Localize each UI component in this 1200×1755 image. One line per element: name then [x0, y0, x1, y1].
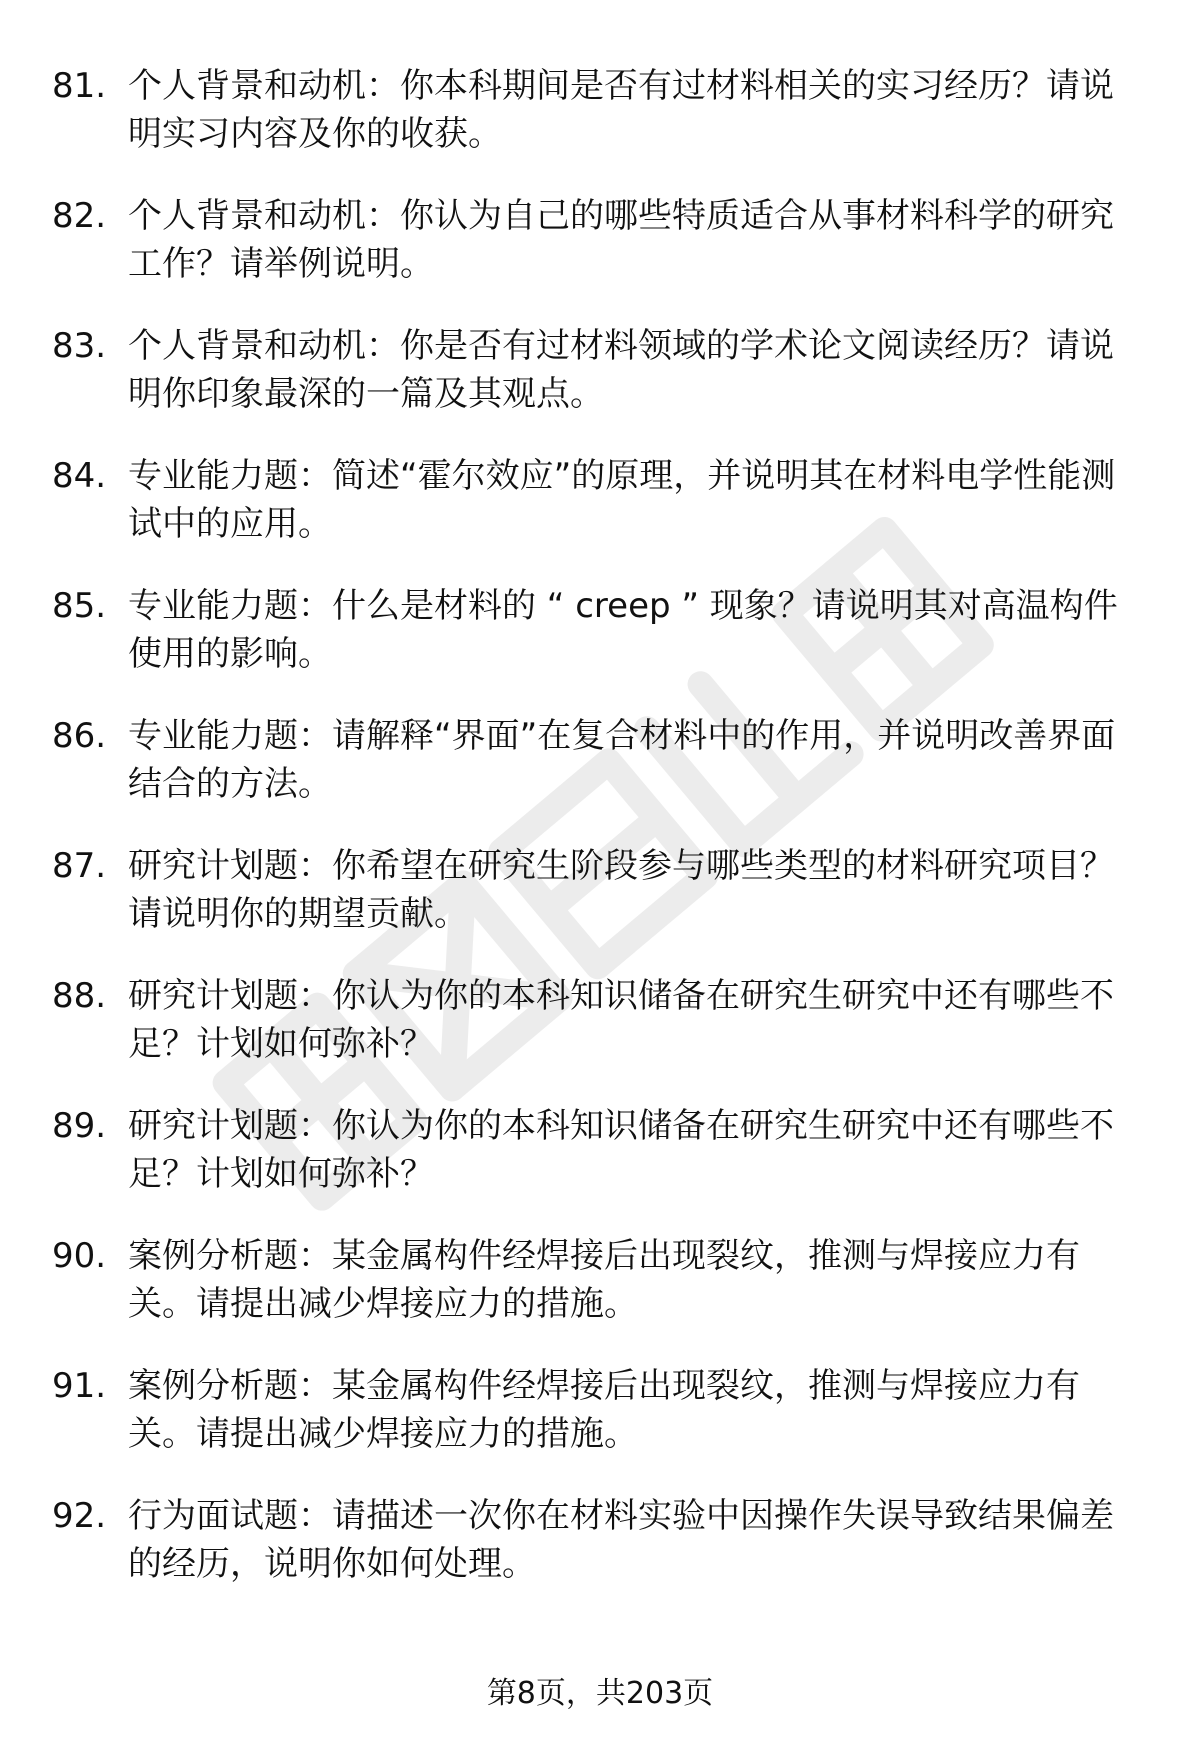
question-text: 研究计划题：你希望在研究生阶段参与哪些类型的材料研究项目？请说明你的期望贡献。 [128, 846, 1114, 934]
question-item [0, 960, 1200, 1090]
question-number: 91. [52, 1366, 107, 1406]
question-item [0, 570, 1200, 700]
question-number: 90. [52, 1236, 107, 1276]
question-text: 个人背景和动机：你是否有过材料领域的学术论文阅读经历？请说明你印象最深的一篇及其观点。 [128, 326, 1114, 414]
question-number: 87. [52, 846, 107, 886]
question-item [0, 310, 1200, 440]
question-text: 专业能力题：请解释“界面”在复合材料中的作用，并说明改善界面结合的方法。 [128, 716, 1116, 804]
question-item [0, 180, 1200, 310]
question-text: 案例分析题：某金属构件经焊接后出现裂纹，推测与焊接应力有关。请提出减少焊接应力的措施。 [128, 1236, 1080, 1324]
question-item [0, 440, 1200, 570]
page-footer: 第8页，共203页 [486, 1676, 714, 1711]
question-number: 84. [52, 456, 107, 496]
question-number: 89. [52, 1106, 107, 1146]
question-number: 82. [52, 196, 107, 236]
question-number: 85. [52, 586, 107, 626]
question-text: 行为面试题：请描述一次你在材料实验中因操作失误导致结果偏差的经历，说明你如何处理。 [128, 1496, 1114, 1584]
question-item [0, 1220, 1200, 1350]
question-text: 案例分析题：某金属构件经焊接后出现裂纹，推测与焊接应力有关。请提出减少焊接应力的措施。 [128, 1366, 1080, 1454]
question-item [0, 1480, 1200, 1610]
question-item [0, 50, 1200, 180]
question-item [0, 1350, 1200, 1480]
question-number: 88. [52, 976, 107, 1016]
question-item [0, 830, 1200, 960]
question-item [0, 1090, 1200, 1220]
question-text: 专业能力题：简述“霍尔效应”的原理，并说明其在材料电学性能测试中的应用。 [128, 456, 1116, 544]
question-list [0, 50, 1200, 1610]
question-text: 个人背景和动机：你认为自己的哪些特质适合从事材料科学的研究工作？请举例说明。 [128, 196, 1114, 284]
question-number: 92. [52, 1496, 107, 1536]
question-item [0, 700, 1200, 830]
question-number: 86. [52, 716, 107, 756]
question-number: 81. [52, 66, 107, 106]
question-text: 研究计划题：你认为你的本科知识储备在研究生研究中还有哪些不足？计划如何弥补？ [128, 1106, 1114, 1194]
question-text: 研究计划题：你认为你的本科知识储备在研究生研究中还有哪些不足？计划如何弥补？ [128, 976, 1114, 1064]
question-text: 个人背景和动机：你本科期间是否有过材料相关的实习经历？请说明实习内容及你的收获。 [128, 66, 1114, 154]
question-text: 专业能力题：什么是材料的 “ creep ” 现象？请说明其对高温构件使用的影响。 [128, 586, 1118, 674]
question-number: 83. [52, 326, 107, 366]
